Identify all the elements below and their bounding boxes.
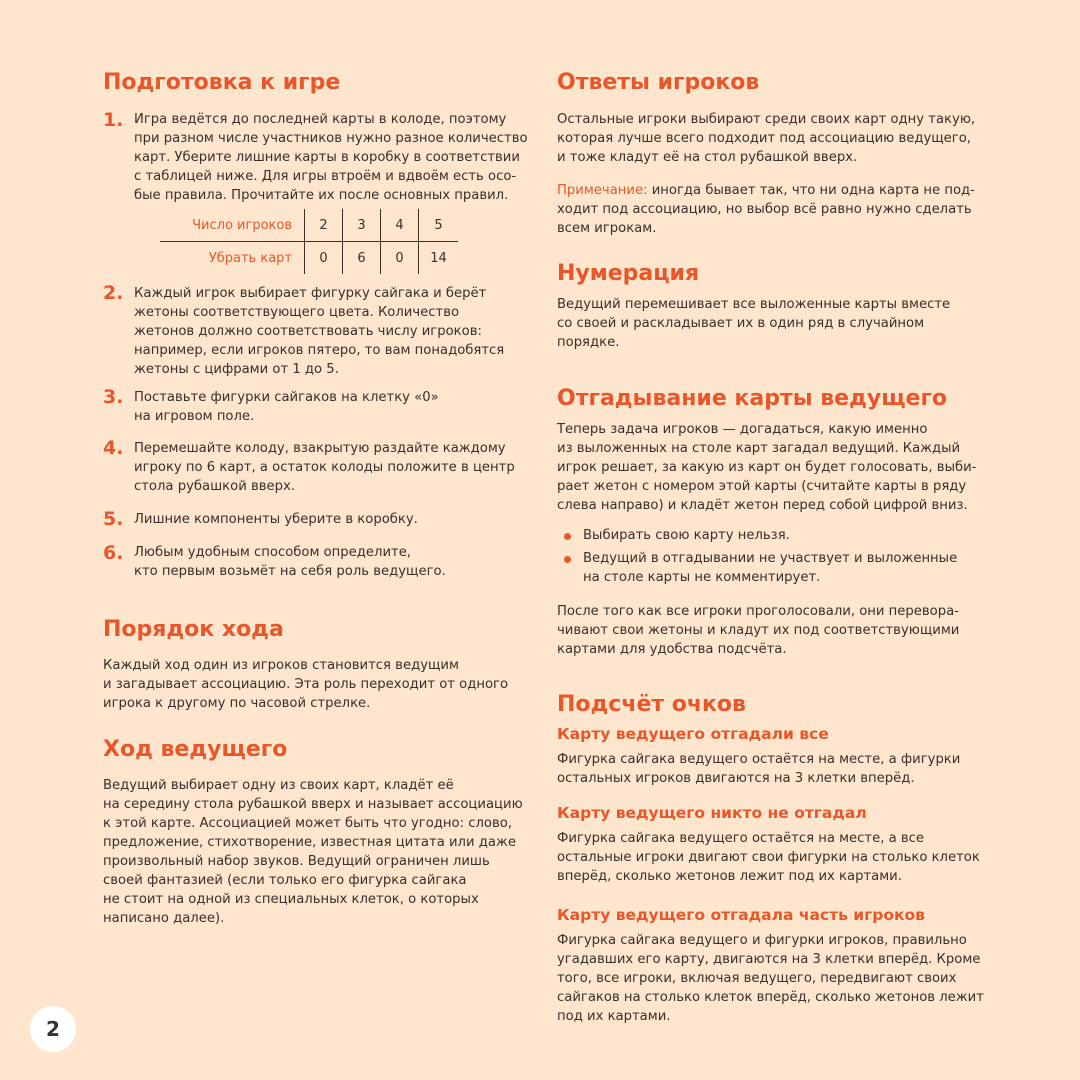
table-cell: 2 [305, 209, 343, 242]
player-answers-text: Остальные игроки выбирают среди своих карт одну такую, которая лучше всего подходит под ассоциацию ведущего, и тоже кладут её на стол рубашкой вверх. [557, 112, 976, 165]
scoring-case-title-2: Карту ведущего никто не отгадал [557, 804, 867, 822]
step-number-2: 2. [103, 282, 124, 304]
table-row [160, 242, 458, 275]
table-cell: 0 [381, 242, 419, 275]
scoring-case-text-1: Фигурка сайгака ведущего остаётся на месте, а фигурки остальных игроков двигаются на 3 клетки вперёд. [557, 752, 961, 786]
table-label-remove: Убрать карт [208, 250, 292, 266]
heading-leader-turn: Ход ведущего [103, 737, 288, 762]
table-cell: 14 [419, 242, 459, 275]
heading-preparation: Подготовка к игре [103, 70, 341, 95]
step-text-4: Перемешайте колоду, взакрытую раздайте каждому игроку по 6 карт, а остаток колоды положите в центр стола рубашкой вверх. [134, 441, 515, 494]
step-number-3: 3. [103, 386, 124, 408]
step-text-6: Любым удобным способом определите, кто первым возьмёт на себя роль ведущего. [134, 545, 446, 579]
players-table [160, 209, 458, 274]
step-number-1: 1. [103, 109, 124, 131]
note-text: Примечание: иногда бывает так, что ни одна карта не под- ходит под ассоциацию, но выбор всё равно нужно сделать всем игрокам. [557, 183, 975, 236]
table-label-players: Число игроков [160, 209, 305, 242]
numbering-text: Ведущий перемешивает все выложенные карты вместе со своей и раскладывает их в один ряд в случайном порядке. [557, 297, 951, 350]
turn-order-text: Каждый ход один из игроков становится ведущим и загадывает ассоциацию. Эта роль переходит от одного игрока к другому по часовой стрелке. [103, 658, 509, 711]
step-text-5: Лишние компоненты уберите в коробку. [134, 512, 418, 527]
scoring-case-title-1: Карту ведущего отгадали все [557, 725, 829, 743]
guessing-bullet-2: Ведущий в отгадывании не участвует и выложенные на столе карты не комментирует. [583, 551, 958, 585]
table-row [160, 209, 458, 242]
leader-turn-text: Ведущий выбирает одну из своих карт, кладёт её на середину стола рубашкой вверх и называет ассоциацию к этой карте. Ассоциацией может быть что угодно: слово, предложение, стихотворение, известная цитата или даже произвольный набор звуков. Ведущий ограничен лишь своей фантазией (если только его фигурка сайгака не стоит на одной из специальных клеток, о которых написано далее). [103, 778, 523, 926]
guessing-after-text: После того как все игроки проголосовали, они перевора- чивают свои жетоны и кладут их под соответствующими картами для удобства подсчёта. [557, 604, 960, 657]
step-number-6: 6. [103, 542, 124, 564]
scoring-case-text-3: Фигурка сайгака ведущего и фигурки игроков, правильно угадавших его карту, двигаются на 3 клетки вперёд. Кроме того, все игроки, включая ведущего, передвигают своих сайгаков на столько клеток вперёд, сколько жетонов лежит под их картами. [557, 933, 984, 1024]
heading-scoring: Подсчёт очков [557, 692, 746, 717]
guessing-bullet-1: Выбирать свою карту нельзя. [583, 528, 790, 543]
table-cell: 6 [343, 242, 381, 275]
heading-player-answers: Ответы игроков [557, 70, 760, 95]
page-number: 2 [30, 1006, 76, 1052]
step-text-2: Каждый игрок выбирает фигурку сайгака и берёт жетоны соответствующего цвета. Количество жетонов должно соответствовать числу игроков: например, если игроков пятеро, то вам понадобятся жетоны с цифрами от 1 до 5. [134, 286, 505, 377]
step-text-3: Поставьте фигурки сайгаков на клетку «0» на игровом поле. [134, 390, 439, 424]
table-cell: 3 [343, 209, 381, 242]
scoring-case-text-2: Фигурка сайгака ведущего остаётся на месте, а все остальные игроки двигают свои фигурки на столько клеток вперёд, сколько жетонов лежит под их картами. [557, 831, 980, 884]
guessing-text: Теперь задача игроков — догадаться, какую именно из выложенных на столе карт загадал ведущий. Каждый игрок решает, за какую из карт он будет голосовать, выби- рает жетон с номером этой карты (считайте карты в ряду слева направо) и кладёт жетон перед собой цифрой вниз. [557, 422, 977, 513]
step-number-5: 5. [103, 508, 124, 530]
table-cell: 5 [419, 209, 459, 242]
table-cell: 0 [305, 242, 343, 275]
note-label: Примечание: [557, 183, 648, 198]
bullet-dot [564, 533, 571, 540]
step-number-4: 4. [103, 437, 124, 459]
scoring-case-title-3: Карту ведущего отгадала часть игроков [557, 906, 925, 924]
heading-turn-order: Порядок хода [103, 617, 284, 642]
table-cell: 4 [381, 209, 419, 242]
heading-numbering: Нумерация [557, 261, 700, 286]
step-text-1: Игра ведётся до последней карты в колоде, поэтому при разном числе участников нужно разное количество карт. Уберите лишние карты в коробку в соответствии с таблицей ниже. Для игры втроём и вдвоём есть осо- бые правила. Прочитайте их после основных правил. [134, 112, 528, 203]
heading-guessing: Отгадывание карты ведущего [557, 386, 948, 411]
bullet-dot [564, 556, 571, 563]
